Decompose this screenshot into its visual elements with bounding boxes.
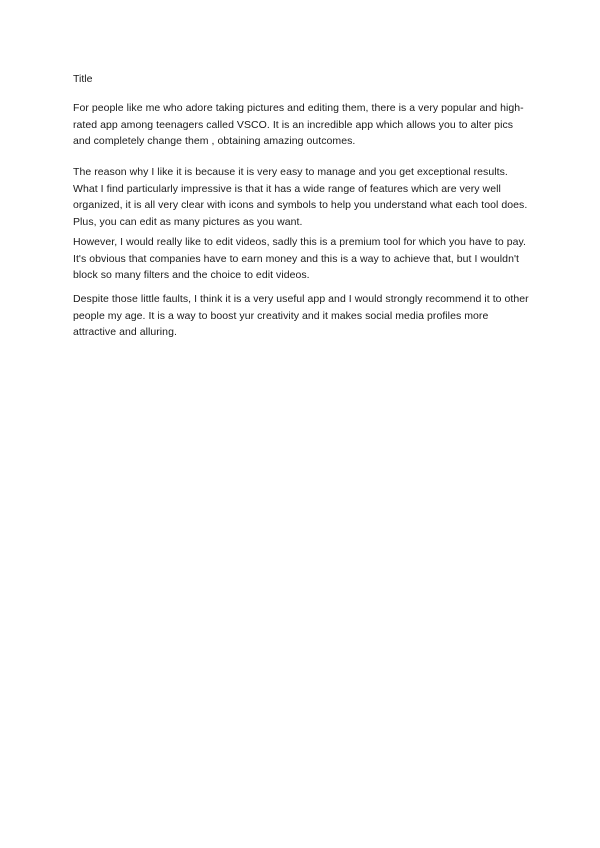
paragraph-drawbacks: However, I would really like to edit videos, sadly this is a premium tool for which you have to pay. It's obvious that companies have to earn money and this is a way to achieve that, but I wouldn't block so many filters and the choice to edit videos. [73, 236, 527, 281]
paragraph-intro: For people like me who adore taking pictures and editing them, there is a very popular and high-rated app among teenagers called VSCO. It is an incredible app which allows you to alter pics and completely change them , obtaining amazing outcomes. [73, 102, 524, 147]
paragraph-conclusion: Despite those little faults, I think it is a very useful app and I would strongly recommend it to other people my age. It is a way to boost yur creativity and it makes social media profiles more attractive and alluring. [73, 293, 529, 338]
paragraph-reasons: The reason why I like it is because it is very easy to manage and you get exceptional results. What I find particularly impressive is that it has a wide range of features which are very well organized, it is all very clear with icons and symbols to help you understand what each tool does. Plus, you can edit as many pictures as you want. [73, 166, 528, 228]
document-title: Title [73, 73, 93, 85]
